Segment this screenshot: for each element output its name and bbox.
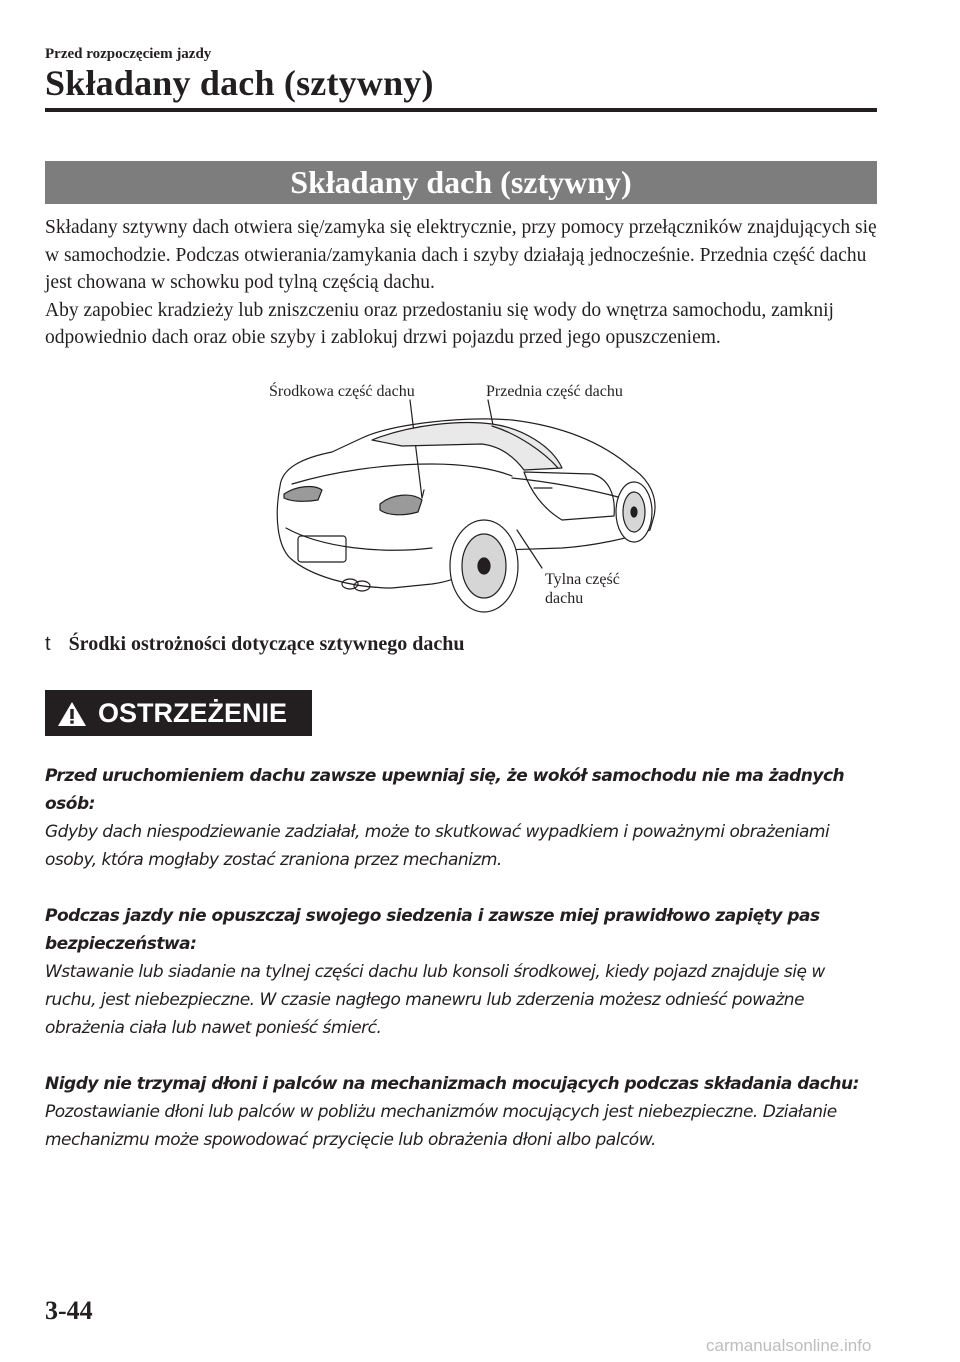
warning-triangle-icon — [57, 701, 87, 727]
car-illustration — [262, 398, 672, 616]
watermark: carmanualsonline.info — [706, 1336, 872, 1355]
leader-line-middle — [410, 400, 422, 498]
label-middle-roof: Środkowa część dachu — [269, 383, 415, 400]
section-marker: t — [45, 633, 51, 655]
intro-text — [45, 214, 885, 352]
warning-text: Pozostawianie dłoni lub palców w pobliżu mechanizmów mocujących jest niebezpieczne. Działanie mechanizmu może spowodować przycięcie lub obrażenia dłoni albo palców. — [45, 1102, 837, 1150]
precautions-heading-text: Środki ostrożności dotyczące sztywnego dachu — [68, 633, 465, 655]
warning-title: Przed uruchomieniem dachu zawsze upewniaj się, że wokół samochodu nie ma żadnych osób: — [45, 766, 845, 814]
label-front-roof: Przednia część dachu — [486, 383, 623, 400]
warning-text: Gdyby dach niespodziewanie zadziałał, może to skutkować wypadkiem i poważnymi obrażeniami osoby, która mogłaby zostać zraniona przez mechanizm. — [45, 822, 830, 870]
warning-badge-label: OSTRZEŻENIE — [98, 698, 288, 728]
warning-title: Podczas jazdy nie opuszczaj swojego siedzenia i zawsze miej prawidłowo zapięty pas bezpieczeństwa: — [45, 906, 820, 954]
warning-badge — [45, 690, 312, 736]
warning-title: Nigdy nie trzymaj dłoni i palców na mechanizmach mocujących podczas składania dachu: — [45, 1074, 859, 1094]
warning-item — [45, 1070, 875, 1154]
warning-item — [45, 762, 875, 874]
label-rear-roof: Tylna część dachu — [545, 571, 620, 607]
warning-list — [45, 762, 875, 1182]
title-divider — [45, 108, 877, 112]
section-title: Przed rozpoczęciem jazdy — [45, 46, 212, 62]
warning-item — [45, 902, 875, 1042]
intro-paragraph: Składany sztywny dach otwiera się/zamyka się elektrycznie, przy pomocy przełączników znajdujących się w samochodzie. Podczas otwierania/zamykania dach i szyby działają jednocześnie. Przednia część dachu jest chowana w schowku pod tylną częścią dachu. — [45, 217, 877, 293]
section-heading-bar: Składany dach (sztywny) — [45, 161, 877, 204]
page-number: 3-44 — [45, 1296, 93, 1325]
warning-text: Wstawanie lub siadanie na tylnej części dachu lub konsoli środkowej, kiedy pojazd znajduje się w ruchu, jest niebezpieczne. W czasie nagłego manewru lub zderzenia możesz odnieść poważne obrażenia ciała lub nawet ponieść śmierć. — [45, 962, 825, 1038]
chapter-title: Składany dach (sztywny) — [45, 63, 434, 103]
intro-paragraph: Aby zapobiec kradzieży lub zniszczeniu oraz przedostaniu się wody do wnętrza samochodu, zamknij odpowiednio dach oraz obie szyby i zablokuj drzwi pojazdu przed jego opuszczeniem. — [45, 299, 834, 348]
precautions-heading — [45, 633, 464, 656]
